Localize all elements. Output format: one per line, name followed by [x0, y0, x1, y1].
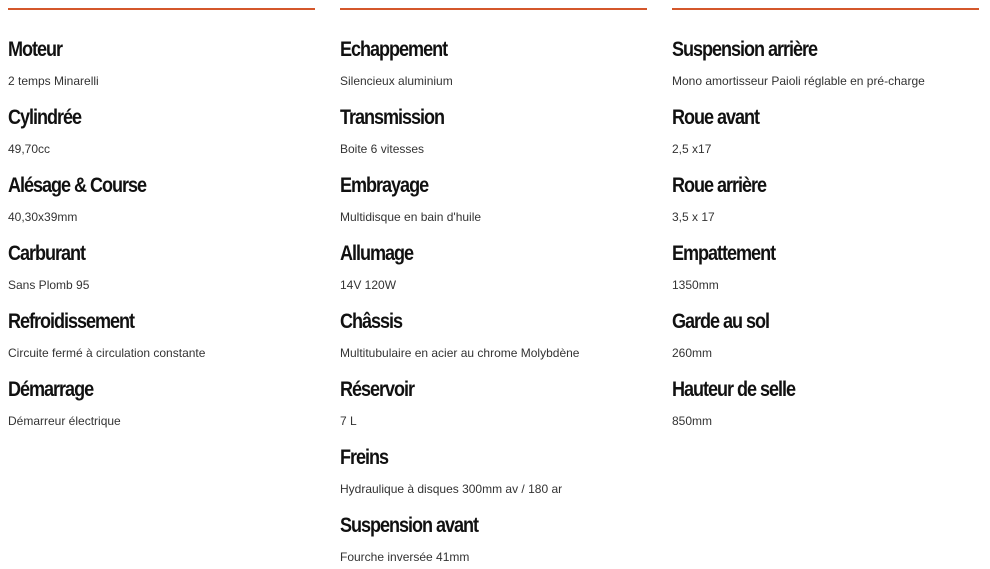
spec-label: Alésage & Course	[8, 174, 147, 197]
spec-value: 7 L	[340, 414, 357, 428]
spec-label: Transmission	[340, 106, 445, 129]
spec-label: Suspension avant	[340, 514, 479, 537]
spec-label: Refroidissement	[8, 310, 135, 333]
spec-label: Carburant	[8, 242, 86, 265]
spec-label: Garde au sol	[672, 310, 770, 333]
spec-label: Réservoir	[340, 378, 415, 401]
spec-value: 49,70cc	[8, 142, 51, 156]
specs-column-1	[8, 0, 315, 428]
spec-label: Echappement	[340, 38, 448, 61]
spec-value: 260mm	[672, 346, 713, 360]
spec-label: Roue avant	[672, 106, 760, 129]
spec-value: Mono amortisseur Paioli réglable en pré-charge	[672, 74, 925, 88]
spec-label: Moteur	[8, 38, 63, 61]
spec-label: Démarrage	[8, 378, 94, 401]
spec-value: Multidisque en bain d'huile	[340, 210, 482, 224]
column-divider	[672, 8, 979, 10]
spec-label: Empattement	[672, 242, 776, 265]
spec-label: Allumage	[340, 242, 414, 265]
spec-label: Cylindrée	[8, 106, 82, 129]
spec-value: 1350mm	[672, 278, 719, 292]
spec-label: Châssis	[340, 310, 403, 333]
spec-value: 2 temps Minarelli	[8, 74, 99, 88]
spec-label: Freins	[340, 446, 389, 469]
spec-label: Hauteur de selle	[672, 378, 796, 401]
specs-column-2	[340, 0, 647, 564]
column-divider	[8, 8, 315, 10]
specs-column-3	[672, 0, 979, 428]
spec-label: Embrayage	[340, 174, 429, 197]
spec-value: Hydraulique à disques 300mm av / 180 ar	[340, 482, 563, 496]
spec-value: Boite 6 vitesses	[340, 142, 425, 156]
spec-value: Sans Plomb 95	[8, 278, 90, 292]
column-divider	[340, 8, 647, 10]
spec-value: 850mm	[672, 414, 713, 428]
spec-value: 2,5 x17	[672, 142, 712, 156]
spec-value: Silencieux aluminium	[340, 74, 453, 88]
spec-label: Suspension arrière	[672, 38, 818, 61]
spec-value: Circuite fermé à circulation constante	[8, 346, 206, 360]
spec-value: Fourche inversée 41mm	[340, 550, 470, 564]
spec-value: Démarreur électrique	[8, 414, 121, 428]
spec-value: Multitubulaire en acier au chrome Molybdène	[340, 346, 580, 360]
spec-value: 40,30x39mm	[8, 210, 78, 224]
spec-value: 3,5 x 17	[672, 210, 715, 224]
spec-label: Roue arrière	[672, 174, 767, 197]
spec-value: 14V 120W	[340, 278, 397, 292]
